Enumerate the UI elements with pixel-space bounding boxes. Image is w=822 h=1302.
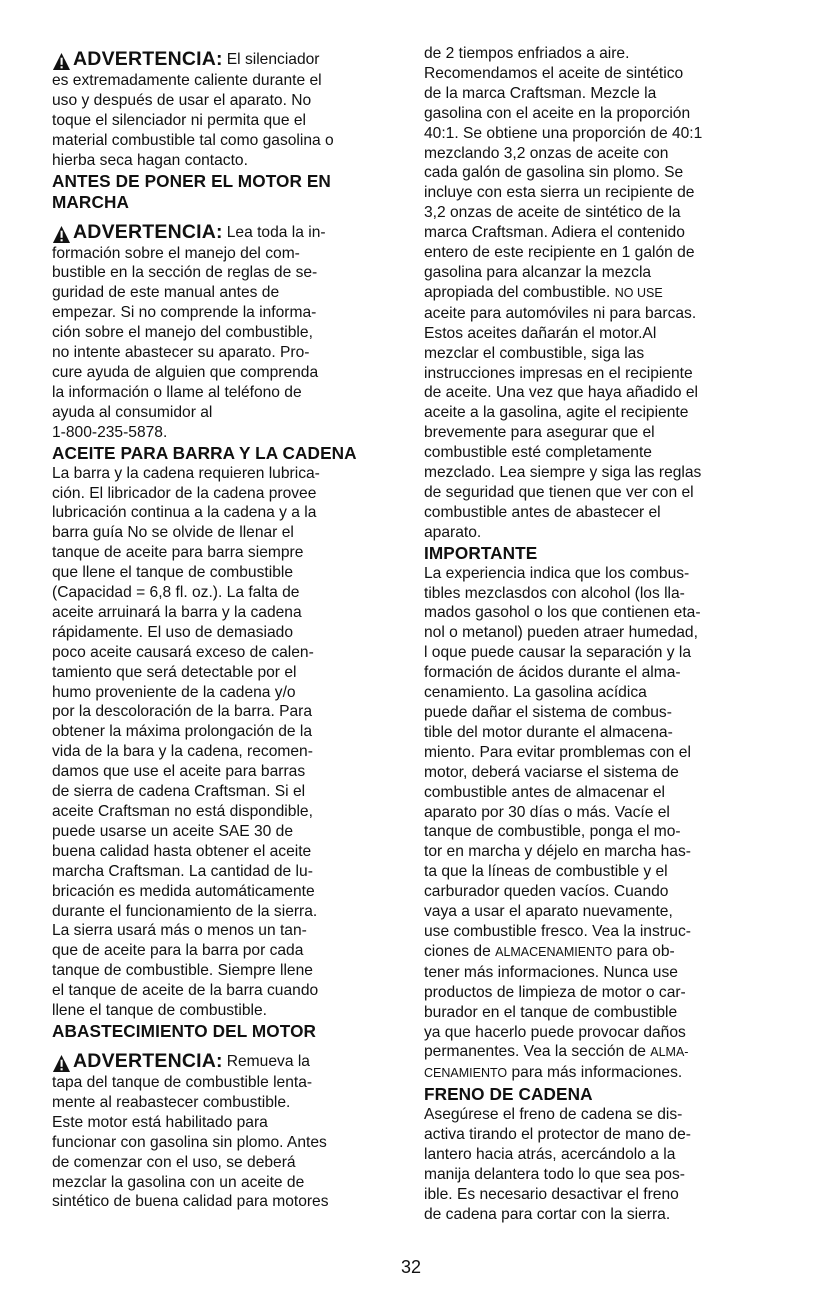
page-number: 32 <box>400 1257 422 1277</box>
text-line: empezar. Si no comprende la informa- <box>52 304 317 322</box>
text-line: gasolina con el aceite en la proporción <box>424 104 691 122</box>
text-line: aceite para automóviles ni para barcas. <box>424 304 697 322</box>
text-line: marcha Craftsman. La cantidad de lu- <box>52 862 313 880</box>
text-line: buena calidad hasta obtener el aceite <box>52 842 312 860</box>
text-line: barra guía No se olvide de llenar el <box>52 524 294 542</box>
text-line: tibles mezclasdos con alcohol (los lla- <box>424 584 685 602</box>
text-line: toque el silenciador ni permita que el <box>52 111 306 129</box>
text-line: miento. Para evitar promblemas con el <box>424 743 691 761</box>
text-line: ible. Es necesario desactivar el freno <box>424 1185 679 1203</box>
text-line: La sierra usará más o menos un tan- <box>52 922 307 940</box>
warning-triangle-icon <box>52 52 71 71</box>
text-line: tanque de combustible, ponga el mo- <box>424 823 681 841</box>
text-line: lantero hacia atrás, acercándolo a la <box>424 1146 676 1164</box>
text-line: mezclando 3,2 onzas de aceite con <box>424 144 669 162</box>
text-line: por la descoloración de la barra. Para <box>52 703 313 721</box>
text-fragment: para más informaciones. <box>511 1064 683 1082</box>
text-line: entero de este recipiente en 1 galón de <box>424 244 695 262</box>
text-line: tapa del tanque de combustible lenta- <box>52 1073 313 1091</box>
text-line: damos que use el aceite para barras <box>52 763 306 781</box>
text-line: rápidamente. El uso de demasiado <box>52 623 293 641</box>
small-caps-emphasis: ALMA- <box>650 1045 689 1060</box>
section-heading-engine-fueling: ABASTECIMIENTO DEL MOTOR <box>52 1020 317 1041</box>
text-line: aceite arruinará la barra y la cadena <box>52 603 302 621</box>
text-line: poco aceite causará exceso de calen- <box>52 643 314 661</box>
text-line: carburador queden vacíos. Cuando <box>424 883 669 901</box>
text-fragment: permanentes. Vea la sección de <box>424 1043 646 1061</box>
warning-heading: ADVERTENCIA: <box>73 48 223 70</box>
text-line: obtener la máxima prolongación de la <box>52 723 313 741</box>
text-line: instrucciones impresas en el recipiente <box>424 364 693 382</box>
text-line: aparato. <box>424 523 482 541</box>
text-line: gasolina para alcanzar la mezcla <box>424 263 652 281</box>
text-line: de aceite. Una vez que haya añadido el <box>424 384 698 402</box>
warning-muffler <box>52 48 397 71</box>
text-line: aparato por 30 días o más. Vacíe el <box>424 803 670 821</box>
text-line: mezclado. Lea siempre y siga las reglas <box>424 464 702 482</box>
text-line: (Capacidad = 6,8 fl. oz.). La falta de <box>52 584 300 602</box>
text-fragment: ciones de <box>424 942 491 960</box>
text-line: cada galón de gasolina sin plomo. Se <box>424 164 684 182</box>
text-line: burador en el tanque de combustible <box>424 1003 678 1021</box>
text-line: de sierra de cadena Craftsman. Si el <box>52 783 306 801</box>
warning-fuel-cap <box>52 1050 397 1073</box>
text-line: la información o llame al teléfono de <box>52 383 302 401</box>
text-line: aceite a la gasolina, agite el recipiente <box>424 404 689 422</box>
text-line: l oque puede causar la separación y la <box>424 644 692 662</box>
text-line: La experiencia indica que los combus- <box>424 564 690 582</box>
text-line: 3,2 onzas de aceite de sintético de la <box>424 204 681 222</box>
text-line: La barra y la cadena requieren lubrica- <box>52 464 320 482</box>
text-line: vida de la bara y la cadena, recomen- <box>52 743 313 761</box>
small-caps-emphasis: ALMACENAMIENTO <box>495 944 613 959</box>
text-line: combustible antes de almacenar el <box>424 783 665 801</box>
text-line: use combustible fresco. Vea la instruc- <box>424 922 691 940</box>
text-line: combustible antes de abastecer el <box>424 503 661 521</box>
text-line: motor, deberá vaciarse el sistema de <box>424 763 679 781</box>
text-line: de comenzar con el uso, se deberá <box>52 1153 296 1171</box>
text-line: Este motor está habilitado para <box>52 1113 268 1131</box>
text-line: sintético de buena calidad para motores <box>52 1193 329 1211</box>
section-heading-start-engine: ANTES DE PONER EL MOTOR EN <box>52 170 331 191</box>
text-line: de 2 tiempos enfriados a aire. <box>424 45 630 62</box>
small-caps-emphasis: NO USE <box>614 285 663 300</box>
text-line: tener más informaciones. Nunca use <box>424 963 678 981</box>
warning-fuel-handling <box>52 221 397 244</box>
text-line: uso y después de usar el aparato. No <box>52 91 312 109</box>
text-line: durante el funcionamiento de la sierra. <box>52 902 318 920</box>
right-column <box>424 44 772 1225</box>
text-line: formación de ácidos durante el alma- <box>424 664 681 682</box>
text-line: mente al reabastecer combustible. <box>52 1093 291 1111</box>
text-line: puede usarse un aceite SAE 30 de <box>52 822 294 840</box>
text-line: de seguridad que tienen que ver con el <box>424 483 694 501</box>
warning-heading: ADVERTENCIA: <box>73 220 223 243</box>
section-heading-important: IMPORTANTE <box>424 542 538 563</box>
text-line: lubricación continua a la cadena y a la <box>52 504 317 522</box>
text-line: aceite Craftsman no está dispondible, <box>52 803 313 820</box>
phone-number: 1-800-235-5878. <box>52 423 168 441</box>
text-line: de la marca Craftsman. Mezcle la <box>424 84 657 102</box>
text-line: humo proveniente de la cadena y/o <box>52 683 296 701</box>
text-line: tor en marcha y déjelo en marcha has- <box>424 843 691 861</box>
text-line: puede dañar el sistema de combus- <box>424 704 672 721</box>
text-line: tanque de combustible. Siempre llene <box>52 962 313 980</box>
text-line: de cadena para cortar con la sierra. <box>424 1205 671 1223</box>
text-line: cenamiento. La gasolina acídica <box>424 684 647 702</box>
text-line: activa tirando el protector de mano de- <box>424 1126 691 1144</box>
text-fragment: para ob- <box>616 942 675 960</box>
small-caps-emphasis: CENAMIENTO <box>424 1066 508 1081</box>
text-line <box>424 1063 772 1084</box>
text-line: ta que la líneas de combustible y el <box>424 863 668 881</box>
text-line: marca Craftsman. Adiera el contenido <box>424 224 685 242</box>
text-line: hierba seca hagan contacto. <box>52 151 248 169</box>
warning-text: Lea toda la in- <box>226 223 326 241</box>
text-line: manija delantera todo lo que sea pos- <box>424 1165 685 1183</box>
left-column <box>52 44 397 1212</box>
text-line: que de aceite para la barra por cada <box>52 942 304 960</box>
text-line: tible del motor durante el almacena- <box>424 723 673 741</box>
text-line: mados gasohol o los que contienen eta- <box>424 604 701 622</box>
text-line: material combustible tal como gasolina o <box>52 131 334 149</box>
section-heading-bar-chain-oil: ACEITE PARA BARRA Y LA CADENA <box>52 442 357 463</box>
warning-text: El silenciador <box>226 51 320 68</box>
text-line: Asegúrese el freno de cadena se dis- <box>424 1106 683 1124</box>
text-line: bustible en la sección de reglas de se- <box>52 264 318 282</box>
text-line: ción sobre el manejo del combustible, <box>52 324 313 342</box>
warning-triangle-icon <box>52 1054 71 1073</box>
text-line: Recomendamos el aceite de sintético <box>424 64 684 82</box>
text-line <box>424 1042 772 1063</box>
text-line: Estos aceites dañarán el motor.Al <box>424 324 657 342</box>
text-line: que llene el tanque de combustible <box>52 564 294 582</box>
text-line: mezclar la gasolina con un aceite de <box>52 1173 305 1191</box>
text-line: ción. El libricador de la cadena provee <box>52 484 317 502</box>
warning-text: Remueva la <box>226 1052 310 1070</box>
text-line: no intente abastecer su aparato. Pro- <box>52 344 310 362</box>
warning-heading: ADVERTENCIA: <box>73 1049 223 1072</box>
text-line: cure ayuda de alguien que comprenda <box>52 363 319 381</box>
text-line: es extremadamente caliente durante el <box>52 72 322 89</box>
text-line: nol o metanol) pueden atraer humedad, <box>424 624 698 642</box>
text-line: ya que hacerlo puede provocar daños <box>424 1023 686 1041</box>
text-line: brevemente para asegurar que el <box>424 424 655 442</box>
text-line: ayuda al consumidor al <box>52 403 213 421</box>
text-fragment: apropiada del combustible. <box>424 283 611 301</box>
text-line: productos de limpieza de motor o car- <box>424 983 686 1001</box>
text-line: formación sobre el manejo del com- <box>52 244 300 262</box>
text-line <box>424 942 772 963</box>
text-line: llene el tanque de combustible. <box>52 1002 267 1020</box>
text-line <box>424 283 772 304</box>
section-heading-chain-brake: FRENO DE CADENA <box>424 1084 593 1105</box>
text-line: 40:1. Se obtiene una proporción de 40:1 <box>424 124 703 142</box>
text-line: incluye con esta sierra un recipiente de <box>424 184 695 202</box>
text-line: mezclar el combustible, siga las <box>424 344 645 362</box>
text-line: vaya a usar el aparato nuevamente, <box>424 903 673 921</box>
text-line: tamiento que será detectable por el <box>52 663 297 681</box>
text-line: bricación es medida automáticamente <box>52 882 315 900</box>
text-line: combustible esté completamente <box>424 444 652 462</box>
text-line: funcionar con gasolina sin plomo. Antes <box>52 1133 327 1151</box>
section-heading-start-engine: MARCHA <box>52 191 129 212</box>
text-line: tanque de aceite para barra siempre <box>52 544 304 562</box>
warning-triangle-icon <box>52 225 71 244</box>
text-line: el tanque de aceite de la barra cuando <box>52 982 319 1000</box>
text-line: guridad de este manual antes de <box>52 284 280 302</box>
